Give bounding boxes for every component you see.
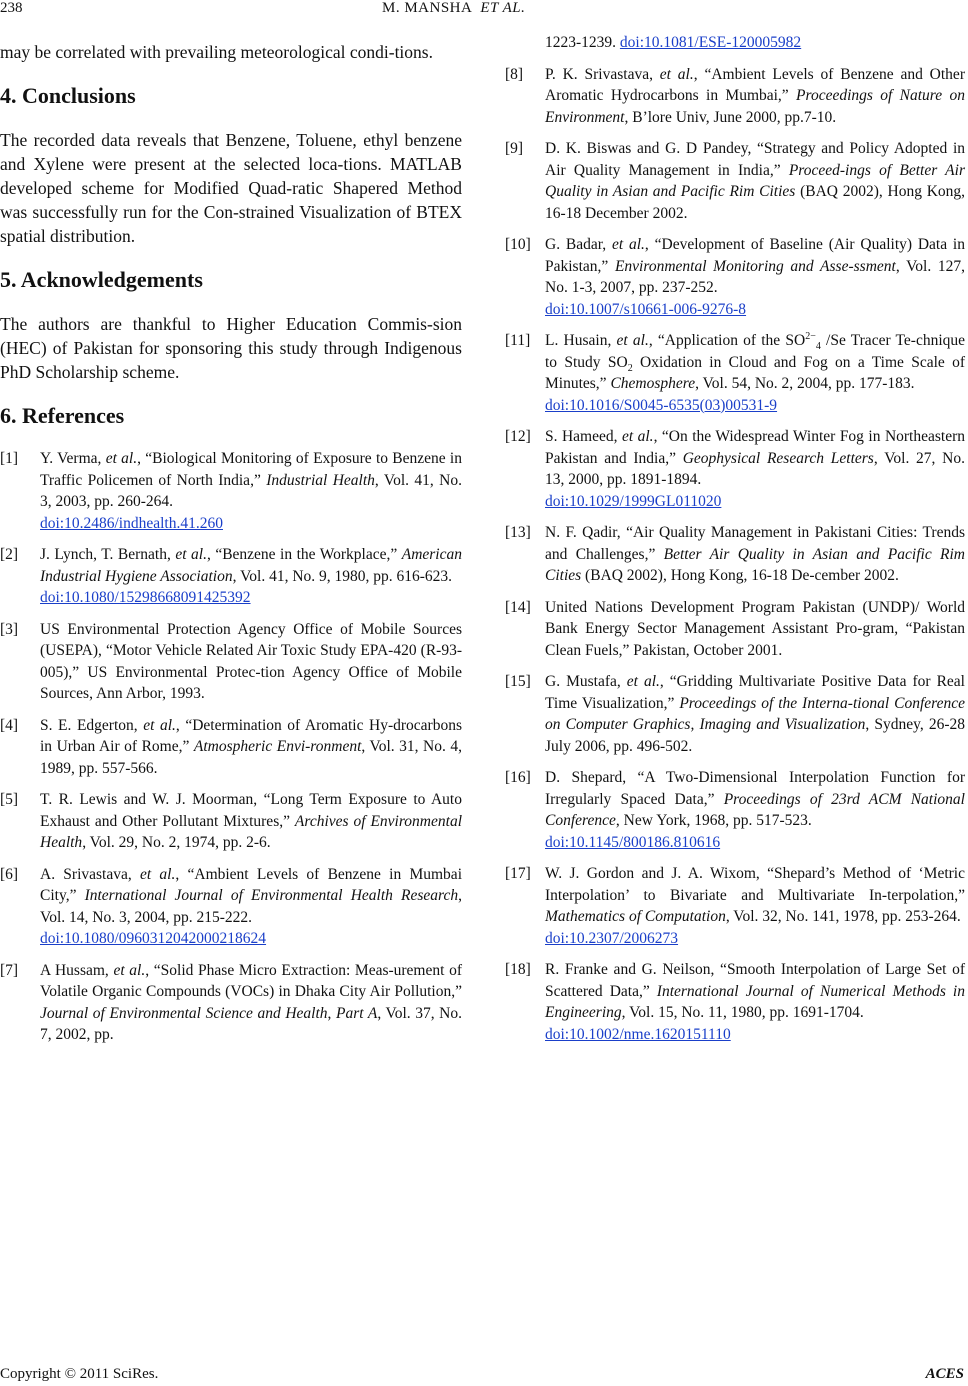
- reference-etal: et al.: [616, 332, 649, 349]
- reference-title: , “Biological Monitoring of Exposure to Benzene in Traffic Policemen of North India,”: [40, 450, 462, 489]
- reference-number: [2]: [0, 546, 19, 563]
- reference-details: , Vol. 127, No. 1-3, 2007, pp. 237-252.: [545, 257, 965, 296]
- reference-details: (BAQ 2002), Hong Kong, 16-18 De-cember 2002.: [581, 567, 899, 584]
- reference-journal: International Journal of Environmental Health Research: [84, 887, 459, 904]
- reference-text: [40, 715, 462, 780]
- reference-journal: American Industrial Hygiene Association: [40, 546, 462, 585]
- reference-text: [545, 597, 965, 662]
- reference-text: [545, 671, 965, 757]
- reference-number: [9]: [505, 140, 524, 157]
- reference-item: [505, 330, 965, 416]
- reference-journal: Journal of Environmental Science and Health: [40, 1004, 328, 1022]
- reference-authors: US Environmental Protection Agency Office of Mobile Sources (USEPA), “Motor Vehicle Related Air Toxic Study EPA-420 (R-93-005),” US Environmental Protec-tion Agency Office of Mobile Sources, Ann Arbor, 1993.: [40, 620, 462, 702]
- reference-title: , “Ambient Levels of Benzene in Mumbai City,”: [40, 865, 462, 904]
- reference-details: , Vol. 27, No. 13, 2000, pp. 1891-1894.: [545, 449, 965, 488]
- reference-text: [545, 64, 965, 129]
- reference-journal: Industrial Health: [266, 471, 375, 489]
- conclusions-heading: 4. Conclusions: [0, 83, 136, 108]
- reference-details: , Vol. 14, No. 3, 2004, pp. 215-222.: [40, 887, 462, 926]
- reference-details: , Vol. 41, No. 3, 2003, pp. 260-264.: [40, 471, 462, 510]
- reference-etal: et al.: [659, 65, 694, 83]
- reference-authors: G. Mustafa,: [545, 673, 627, 690]
- reference-text: [40, 448, 462, 534]
- reference-journal: Proceedings of 23rd ACM National Conference: [545, 790, 965, 829]
- reference-text: [545, 234, 965, 320]
- reference-title: , “Development of Baseline (Air Quality) Data in Pakistan,”: [545, 236, 965, 275]
- reference-details: , Vol. 15, No. 11, 1980, pp. 1691-1704.: [621, 1004, 864, 1021]
- reference-item: [0, 619, 462, 705]
- reference-journal: Environmental Monitoring and Asse-ssment: [614, 257, 896, 275]
- reference-authors: A. Srivastava,: [40, 865, 140, 883]
- doi-link[interactable]: doi:10.1145/800186.810616: [545, 833, 721, 851]
- reference-item: [505, 767, 965, 853]
- reference-item: [505, 959, 965, 1045]
- reference-title: , “Determination of Aromatic Hy-drocarbons in Urban Air of Rome,”: [40, 716, 462, 755]
- reference-item: [0, 448, 462, 534]
- reference-details: , Vol. 37, No. 7, 2002, pp.: [40, 1004, 463, 1043]
- doi-link[interactable]: doi:10.1080/0960312042000218624: [40, 930, 267, 947]
- reference-title: Oxidation in Cloud and Fog on a Time Scale of Minutes,”: [545, 353, 965, 392]
- reference-details: , Vol. 29, No. 2, 1974, pp. 2-6.: [82, 834, 271, 851]
- reference-item: [505, 234, 965, 320]
- journal-name: ACES: [925, 1366, 964, 1382]
- formula-subscript: 4: [815, 341, 821, 353]
- left-column: [0, 40, 462, 1056]
- reference-authors: G. Badar,: [545, 236, 612, 253]
- reference-journal: Better Air Quality in Asian and Pacific Rim Cities: [545, 545, 965, 584]
- reference-formula: SO: [785, 332, 806, 349]
- doi-link[interactable]: doi:10.1016/S0045-6535(03)00531-9: [545, 396, 778, 414]
- reference-authors: United Nations Development Program Pakistan (UNDP)/ World Bank Energy Sector Management Assistant Pro-gram, “Pakistan Clean Fuels,” Pakistan, October 2001.: [545, 598, 965, 659]
- reference-text: [545, 330, 965, 416]
- reference-title: /Se Tracer Te-chnique to Study SO: [545, 332, 966, 371]
- reference-title: , “On the Widespread Winter Fog in Northeastern Pakistan and India,”: [545, 428, 965, 467]
- reference-authors: A Hussam,: [40, 961, 114, 979]
- reference-details: ,: [327, 1004, 336, 1022]
- reference-etal: et al.: [113, 961, 146, 979]
- reference-authors: D. Shepard, “A Two-Dimensional Interpolation Function for Irregularly Spaced Data,”: [545, 769, 965, 808]
- reference-title: , “Ambient Levels of Benzene and Other Aromatic Hydrocarbons in Mumbai,”: [545, 65, 965, 104]
- reference-authors: N. F. Qadir, “Air Quality Management in Pakistani Cities: Trends and Challenges,”: [545, 524, 965, 563]
- reference-text: [545, 863, 965, 949]
- running-header: [382, 0, 525, 17]
- doi-link[interactable]: doi:10.2307/2006273: [545, 929, 679, 947]
- reference-details: (BAQ 2002), Hong Kong, 16-18 December 2002.: [545, 183, 966, 222]
- reference-number: [6]: [0, 865, 19, 883]
- reference-item: [0, 544, 462, 609]
- reference-text: [40, 864, 462, 950]
- reference-journal: Geophysical Research Letters: [682, 449, 874, 467]
- reference-text: [545, 426, 965, 512]
- reference-details: , Vol. 32, No. 141, 1978, pp. 253-264.: [725, 908, 961, 925]
- reference-etal: et al.: [611, 236, 645, 253]
- reference-continuation: [505, 32, 965, 54]
- reference-etal: et al.: [140, 865, 176, 883]
- reference-authors: L. Husain,: [545, 332, 617, 349]
- reference-authors: P. K. Srivastava,: [545, 65, 660, 83]
- doi-link[interactable]: doi:10.2486/indhealth.41.260: [40, 514, 223, 532]
- reference-text: [545, 959, 965, 1045]
- reference-authors: W. J. Gordon and J. A. Wixom, “Shepard’s Method of ‘Metric Interpolation’ to Bivariate and Multivariate In-terpolation,”: [545, 865, 965, 904]
- reference-number: [18]: [505, 961, 531, 978]
- page-number: 238: [0, 0, 23, 16]
- header-authors: M. MANSHA: [382, 0, 473, 16]
- reference-etal: et al.: [175, 546, 207, 563]
- reference-number: [3]: [0, 620, 19, 638]
- reference-item: [0, 715, 462, 780]
- formula-superscript: 2−: [805, 330, 816, 342]
- reference-journal: International Journal of Numerical Methods in Engineering: [545, 982, 965, 1021]
- reference-item: [505, 671, 965, 757]
- reference-number: [14]: [505, 598, 531, 616]
- reference-item: [505, 522, 965, 587]
- reference-number: [10]: [505, 236, 531, 253]
- reference-authors: R. Franke and G. Neilson, “Smooth Interpolation of Large Set of Scattered Data,”: [545, 961, 965, 1000]
- reference-text: [545, 767, 965, 853]
- reference-details: , B’lore Univ, June 2000, pp.7-10.: [624, 108, 837, 126]
- conclusions-text: The recorded data reveals that Benzene, Toluene, ethyl benzene and Xylene were present at the selected loca-tions. MATLAB developed scheme for Modified Quad-ratic Shapered Method was successfully run for the Con-strained Visualization of BTEX spatial distribution.: [0, 130, 462, 246]
- reference-number: [4]: [0, 716, 19, 734]
- reference-list-right: [505, 64, 965, 1046]
- reference-authors: T. R. Lewis and W. J. Moorman, “Long Term Exposure to Auto Exhaust and Other Pollutant Mixtures,”: [40, 791, 462, 830]
- intro-text: may be correlated with prevailing meteorological condi-tions.: [0, 42, 433, 62]
- reference-item: [505, 138, 965, 224]
- reference-authors: D. K. Biswas and G. D Pandey, “Strategy and Policy Adopted in Air Quality Management in India,”: [545, 140, 965, 179]
- reference-item: [0, 864, 462, 950]
- reference-number: [8]: [505, 65, 524, 83]
- reference-journal: Atmospheric Envi-ronment: [193, 738, 362, 755]
- right-column: [505, 32, 965, 1055]
- reference-number: [11]: [505, 332, 531, 349]
- doi-link[interactable]: doi:10.1029/1999GL011020: [545, 492, 722, 510]
- doi-link[interactable]: doi:10.1002/nme.1620151110: [545, 1025, 731, 1043]
- reference-journal: Proceed-ings of Better Air Quality in Asian and Pacific Rim Cities: [545, 161, 965, 200]
- reference-item: [505, 863, 965, 949]
- reference-item: [505, 597, 965, 662]
- reference-number: [16]: [505, 769, 531, 786]
- doi-link[interactable]: doi:10.1080/15298668091425392: [40, 589, 251, 606]
- ref7-pages: 1223-1239.: [545, 34, 617, 51]
- reference-text: [40, 789, 462, 854]
- reference-number: [7]: [0, 961, 19, 979]
- reference-item: [0, 960, 462, 1046]
- reference-title: , “Benzene in the Workplace,”: [206, 546, 402, 563]
- reference-title: , “Gridding Multivariate Positive Data for Real Time Visualization,”: [545, 673, 965, 712]
- reference-etal: et al.: [143, 716, 176, 734]
- reference-authors: J. Lynch, T. Bernath,: [40, 546, 176, 563]
- reference-text: [545, 522, 965, 587]
- reference-title: , “Solid Phase Micro Extraction: Meas-urement of Volatile Organic Compounds (VOCs) in Dhaka City Air Pollution,”: [40, 961, 462, 1000]
- copyright: Copyright © 2011 SciRes.: [0, 1366, 159, 1382]
- reference-journal: Part A: [335, 1004, 378, 1022]
- formula-subscript: 2: [627, 362, 633, 374]
- header-etal: ET AL.: [480, 0, 526, 16]
- reference-text: [40, 544, 462, 609]
- reference-etal: et al.: [626, 673, 660, 690]
- reference-number: [17]: [505, 865, 531, 882]
- reference-number: [15]: [505, 673, 531, 690]
- reference-text: [545, 138, 965, 224]
- reference-journal: Proceedings of Nature on Environment: [545, 87, 965, 126]
- reference-details: , New York, 1968, pp. 517-523.: [615, 812, 812, 829]
- reference-number: [5]: [0, 791, 19, 808]
- reference-details: , Vol. 41, No. 9, 1980, pp. 616-623.: [232, 567, 453, 585]
- reference-details: , Vol. 31, No. 4, 1989, pp. 557-566.: [40, 738, 462, 777]
- reference-journal: Chemosphere: [610, 375, 696, 392]
- doi-link[interactable]: doi:10.1081/ESE-120005982: [619, 34, 802, 51]
- reference-text: [40, 960, 462, 1046]
- reference-number: [1]: [0, 450, 19, 467]
- reference-details: , Sydney, 26-28 July 2006, pp. 496-502.: [545, 716, 966, 755]
- reference-journal: Archives of Environmental Health: [40, 812, 462, 851]
- acknowledgements-heading: 5. Acknowledgements: [0, 267, 203, 292]
- doi-link[interactable]: doi:10.1007/s10661-006-9276-8: [545, 300, 747, 318]
- reference-journal: Proceedings of the Interna-tional Conference on Computer Graphics, Imaging and Visualization: [545, 694, 965, 733]
- reference-item: [505, 426, 965, 512]
- reference-item: [505, 64, 965, 129]
- acknowledgements-text: The authors are thankful to Higher Education Commis-sion (HEC) of Pakistan for sponsoring this study through Indigenous PhD Scholarship scheme.: [0, 314, 462, 382]
- reference-number: [13]: [505, 524, 531, 541]
- reference-title: , “Application of the: [648, 332, 786, 349]
- reference-number: [12]: [505, 428, 531, 445]
- references-heading: 6. References: [0, 403, 125, 428]
- reference-details: , Vol. 54, No. 2, 2004, pp. 177-183.: [695, 375, 915, 392]
- reference-authors: S. Hameed,: [545, 428, 622, 445]
- reference-text: [40, 619, 462, 705]
- reference-authors: S. E. Edgerton,: [40, 716, 144, 734]
- reference-journal: Mathematics of Computation: [545, 908, 726, 925]
- reference-list-left: [0, 448, 462, 1046]
- reference-item: [0, 789, 462, 854]
- reference-authors: Y. Verma,: [40, 450, 106, 467]
- reference-etal: et al.: [105, 450, 138, 467]
- reference-etal: et al.: [621, 428, 654, 445]
